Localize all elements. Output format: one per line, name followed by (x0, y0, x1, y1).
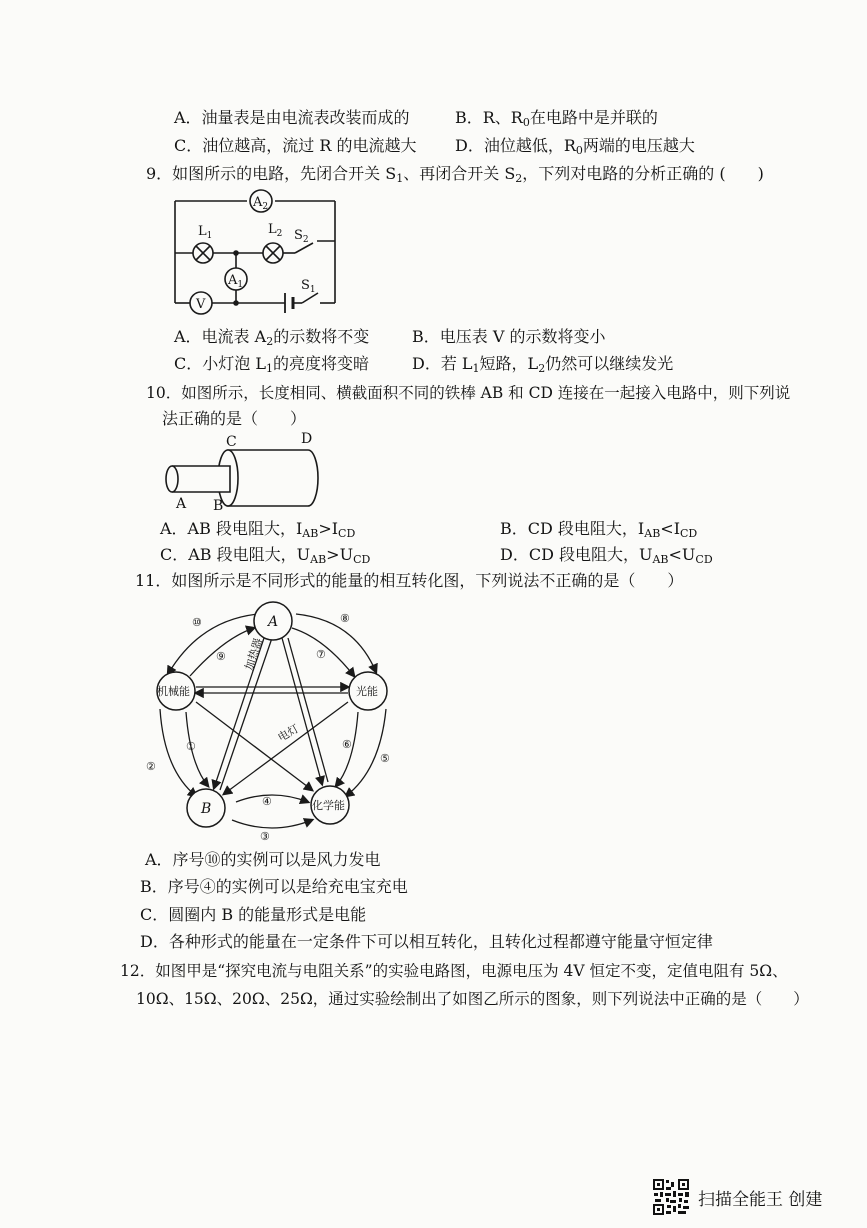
q9-label-l2: $L_2$ (268, 222, 283, 239)
q9-option-b: B．电压表 V 的示数将变小 (412, 327, 606, 346)
q10-option-b: B．CD 段电阻大，$I_{AB}<I_{CD}$ (500, 519, 698, 540)
q11-num-4: ④ (262, 795, 272, 808)
scanner-watermark (650, 1176, 850, 1218)
q11-node-light: 光能 (356, 685, 378, 698)
q11-option-c: C．圆圈内 B 的能量形式是电能 (140, 905, 367, 924)
q9-label-a1: $A_1$ (228, 273, 244, 290)
q12-stem-line1: 12．如图甲是“探究电流与电阻关系”的实验电路图，电源电压为 4V 恒定不变，定值电阻有 5Ω、 (120, 962, 788, 980)
q8-option-d: D．油位越低，$R_0$两端的电压越大 (455, 136, 695, 157)
q10-label-a: A (176, 496, 187, 510)
q11-num-6: ⑥ (342, 738, 352, 751)
q11-option-d: D．各种形式的能量在一定条件下可以相互转化，且转化过程都遵守能量守恒定律 (140, 932, 713, 951)
q9-label-l1: $L_1$ (198, 224, 213, 241)
q8-option-b: B．R、$R_0$在电路中是并联的 (455, 108, 658, 129)
q9-stem: 9．如图所示的电路，先闭合开关 $S_1$、再闭合开关 $S_2$，下列对电路的分析正确的 ( ) (146, 164, 764, 185)
q9-option-c: C．小灯泡 $L_1$的亮度将变暗 (174, 354, 369, 375)
q9-label-v: V (196, 297, 206, 312)
q10-label-b: B (213, 498, 224, 510)
q8-option-a: A．油量表是由电流表改装而成的 (174, 108, 410, 127)
q11-stem: 11．如图所示是不同形式的能量的相互转化图，下列说法不正确的是（ ） (135, 571, 684, 590)
q11-option-b: B．序号④的实例可以是给充电宝充电 (140, 877, 408, 896)
qr-code-icon (652, 1178, 690, 1216)
q9-label-a2: $A_2$ (253, 195, 269, 212)
q9-circuit-diagram (150, 185, 350, 315)
q11-num-9: ⑨ (216, 650, 226, 663)
q12-stem-line2: 10Ω、15Ω、20Ω、25Ω，通过实验绘制出了如图乙所示的图象，则下列说法中正确的是（ ） (136, 990, 809, 1008)
q10-label-d: D (301, 431, 313, 447)
q11-num-5: ⑤ (380, 752, 390, 765)
q9-label-s1: $S_1$ (301, 278, 316, 295)
q10-stem-line2: 法正确的是（ ） (162, 409, 307, 428)
q10-stem-line1: 10．如图所示，长度相同、横截面积不同的铁棒 AB 和 CD 连接在一起接入电路中，则下列说 (146, 384, 791, 402)
q11-node-a: A (268, 614, 279, 630)
q10-option-a: A．AB 段电阻大，$I_{AB}>I_{CD}$ (160, 519, 356, 540)
q10-option-d: D．CD 段电阻大，$U_{AB}<U_{CD}$ (500, 545, 713, 566)
q11-energy-diagram (140, 594, 402, 846)
q11-num-1: ① (186, 740, 196, 753)
q8-option-c: C．油位越高，流过 R 的电流越大 (174, 136, 417, 155)
q10-rod-diagram (158, 430, 328, 510)
q11-node-b: B (201, 801, 212, 817)
q9-label-s2: $S_2$ (294, 228, 309, 245)
q11-num-8: ⑧ (340, 612, 350, 625)
q11-option-a: A．序号⑩的实例可以是风力发电 (145, 850, 381, 869)
q10-label-c: C (226, 434, 237, 450)
q11-num-7: ⑦ (316, 648, 326, 661)
q11-num-10: ⑩ (192, 616, 202, 629)
q11-label-lamp: 电灯 (275, 722, 302, 745)
q9-option-d: D．若 $L_1$短路，$L_2$仍然可以继续发光 (412, 354, 674, 375)
q11-num-2: ② (146, 760, 156, 773)
watermark-text: 扫描全能王 创建 (698, 1190, 823, 1210)
q11-node-chemical: 化学能 (312, 799, 345, 812)
q10-option-c: C．AB 段电阻大，$U_{AB}>U_{CD}$ (160, 545, 371, 566)
q11-node-mechanical: 机械能 (157, 685, 190, 698)
q11-num-3: ③ (260, 830, 270, 843)
q9-option-a: A．电流表 $A_2$的示数将不变 (174, 327, 370, 348)
q11-label-heater: 加热器 (242, 636, 266, 672)
